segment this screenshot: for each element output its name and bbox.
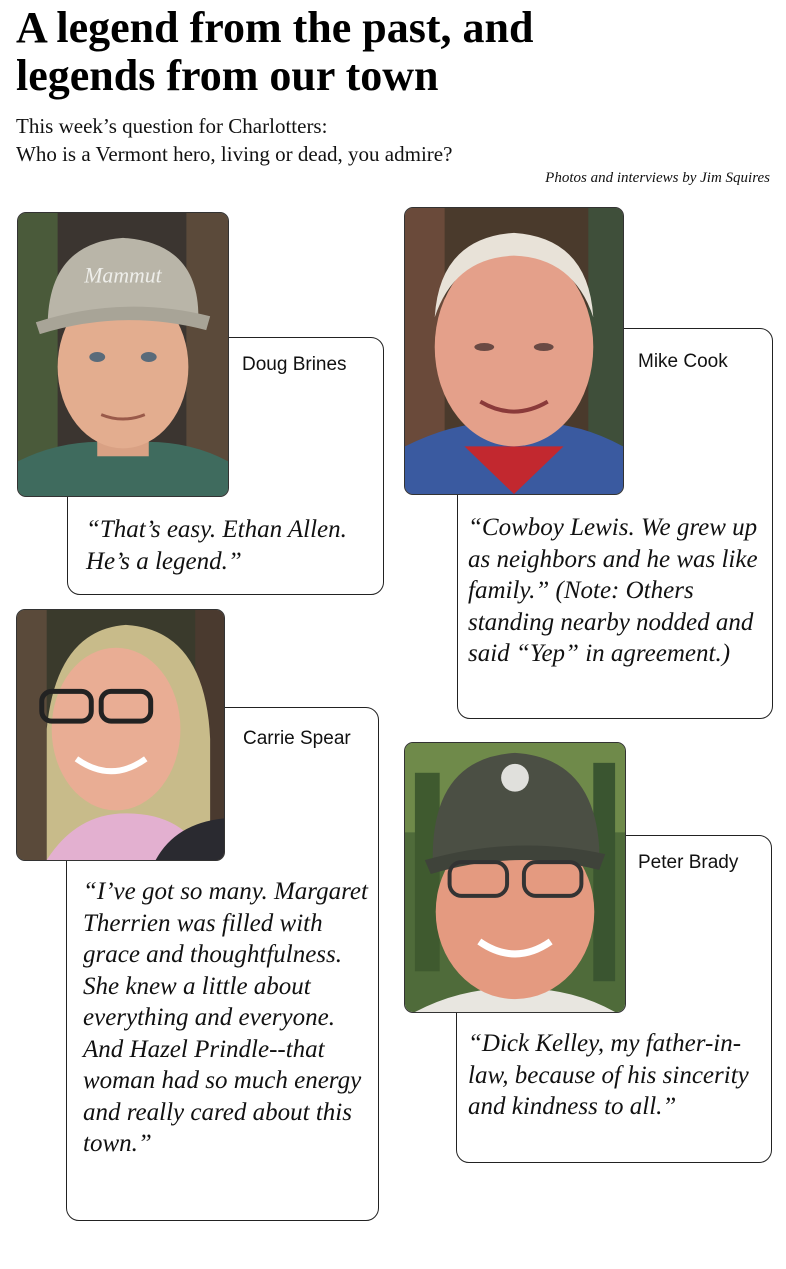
headline-line-1: A legend from the past, and — [16, 3, 534, 52]
headline — [16, 4, 776, 100]
portrait-man-cap-glasses-icon — [404, 742, 626, 1013]
subhead-line-2: Who is a Vermont hero, living or dead, you admire? — [16, 142, 453, 166]
person-quote: “That’s easy. Ethan Allen. He’s a legend.” — [86, 516, 347, 575]
headline-line-2: legends from our town — [16, 51, 439, 100]
person-name: Doug Brines — [242, 354, 347, 375]
subhead-line-1: This week’s question for Charlotters: — [16, 114, 328, 138]
person-quote: “Cowboy Lewis. We grew up as neighbors and he was like family.” (Note: Others standing nearby nodded and said “Yep” in agreement.) — [468, 514, 758, 667]
photo-credit: Photos and interviews by Jim Squires — [545, 170, 770, 186]
person-name: Mike Cook — [638, 351, 728, 372]
question-subhead — [16, 112, 776, 168]
person-name: Peter Brady — [638, 852, 739, 873]
portrait-older-man-icon — [404, 207, 624, 495]
svg-text:Mammut: Mammut — [84, 263, 162, 288]
person-quote: “Dick Kelley, my father-in-law, because of his sincerity and kindness to all.” — [468, 1030, 749, 1120]
portrait-man-cap-icon — [17, 212, 229, 497]
person-quote: “I’ve got so many. Margaret Therrien was filled with grace and thoughtfulness. She knew a little about everything and everyone. And Hazel Prindle--that woman had so much energy and really cared about this town.” — [83, 878, 368, 1157]
person-name: Carrie Spear — [243, 728, 351, 749]
portrait-woman-glasses-icon — [16, 609, 225, 861]
